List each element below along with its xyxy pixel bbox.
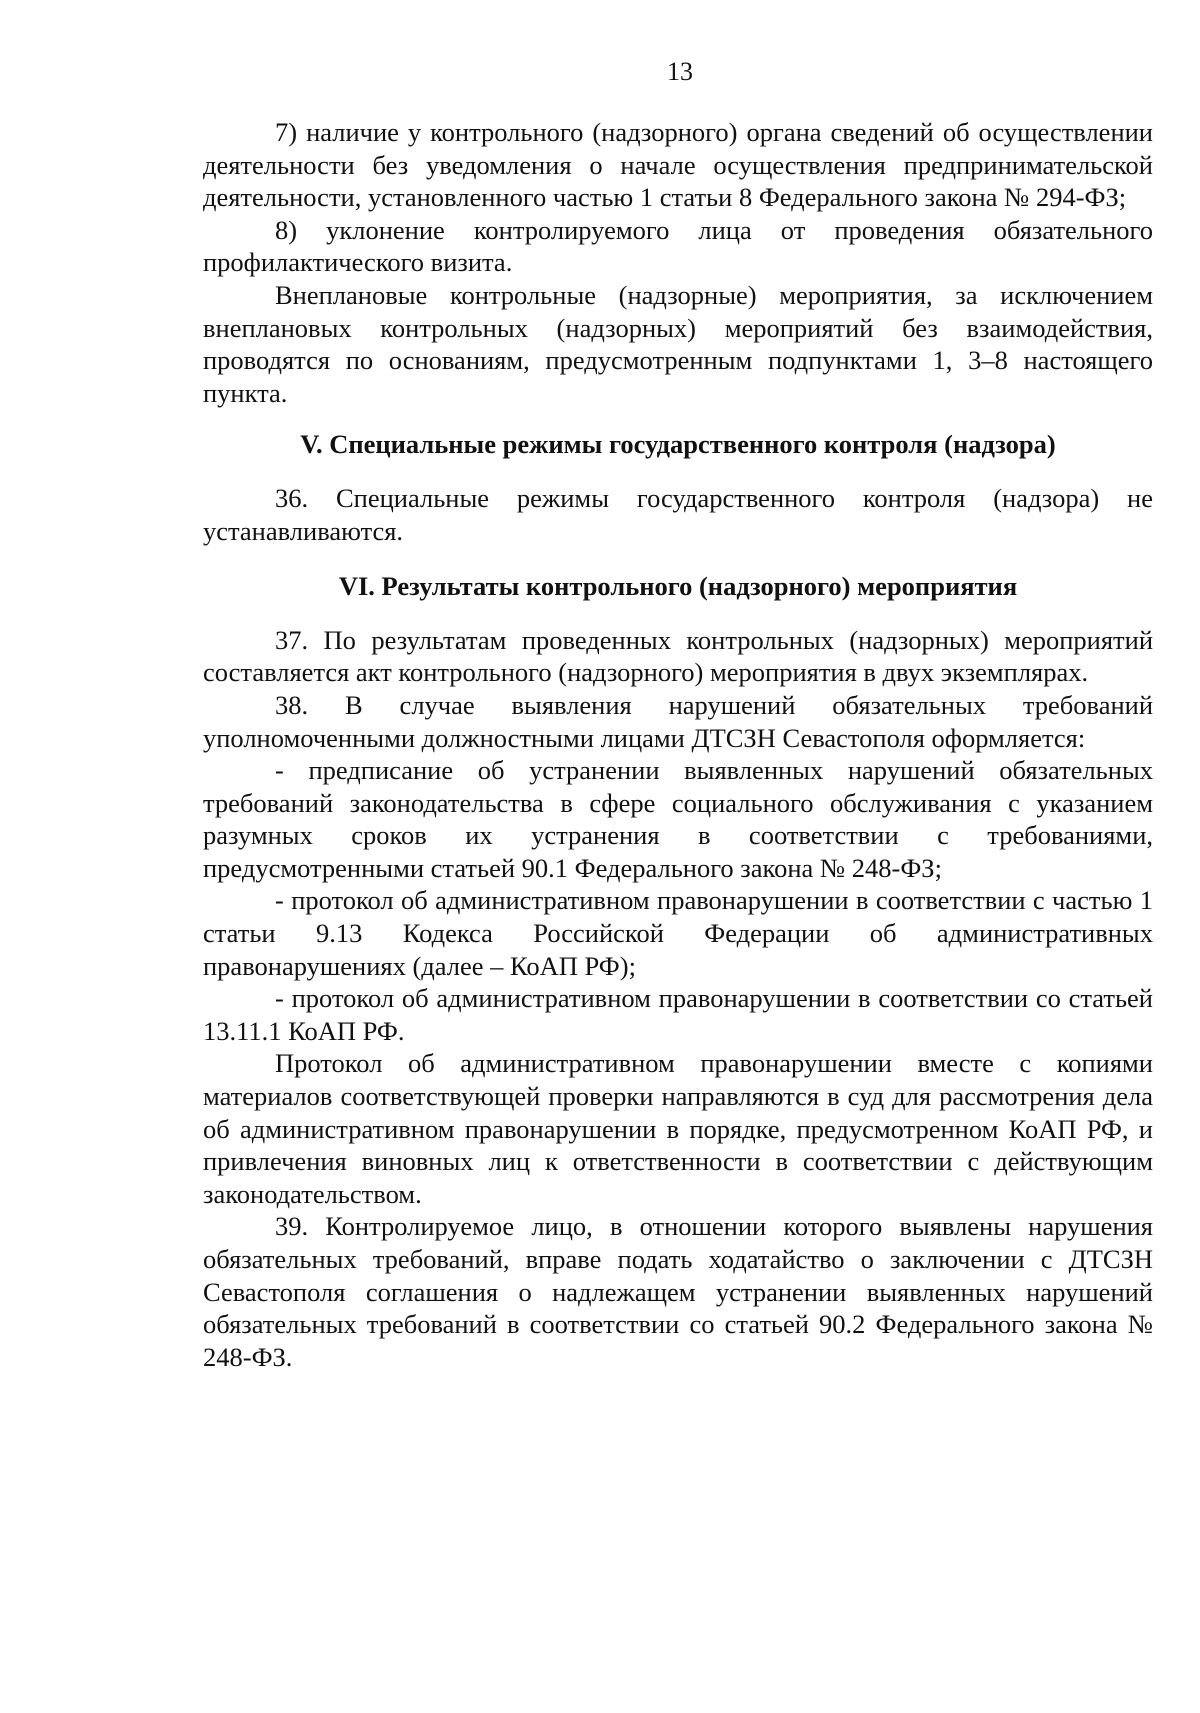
- paragraph-36: 36. Специальные режимы государственного контроля (надзора) не устанавливаются.: [203, 482, 1153, 546]
- list-item-protocol-13-11-1: - протокол об административном правонарушении в соответствии со статьей 13.11.1 КоАП РФ.: [203, 983, 1153, 1046]
- section-v-heading: V. Специальные режимы государственного контроля (надзора): [300, 429, 1056, 460]
- section-vi-heading: VI. Результаты контрольного (надзорного) мероприятия: [338, 571, 1018, 602]
- list-item-protocol-9-13: - протокол об административном правонарушении в соответствии с частью 1 статьи 9.13 Кодекса Российской Федерации об административных правонарушениях (далее – КоАП РФ);: [203, 885, 1153, 981]
- paragraph-item-8: 8) уклонение контролируемого лица от проведения обязательного профилактического визита.: [203, 214, 1153, 278]
- paragraph-38: 38. В случае выявления нарушений обязательных требований уполномоченными должностными лицами ДТСЗН Севастополя оформляется:: [203, 689, 1153, 753]
- paragraph-37: 37. По результатам проведенных контрольных (надзорных) мероприятий составляется акт контрольного (надзорного) мероприятия в двух экземплярах.: [203, 624, 1153, 688]
- document-body: [203, 116, 1153, 1373]
- paragraph-unscheduled-events: Внеплановые контрольные (надзорные) мероприятия, за исключением внеплановых контрольных (надзорных) мероприятий без взаимодействия, проводятся по основаниям, предусмотренным подпунктами 1, 3–8 настоящего пункта.: [203, 279, 1153, 408]
- paragraph-39: 39. Контролируемое лицо, в отношении которого выявлены нарушения обязательных требований, вправе подать ходатайство о заключении с ДТСЗН Севастополя соглашения о надлежащем устранении выявленных нарушений обязательных требований в соответствии со статьей 90.2 Федерального закона № 248-ФЗ.: [203, 1211, 1153, 1372]
- paragraph-item-7: 7) наличие у контрольного (надзорного) органа сведений об осуществлении деятельности без уведомления о начале осуществления предпринимательской деятельности, установленного частью 1 статьи 8 Федерального закона № 294-ФЗ;: [203, 117, 1153, 213]
- page-number: 13: [667, 57, 693, 86]
- list-item-prescription: - предписание об устранении выявленных нарушений обязательных требований законодательства в сфере социального обслуживания с указанием разумных сроков их устранения в соответствии с требованиями, предусмотренными статьей 90.1 Федерального закона № 248-ФЗ;: [203, 755, 1153, 883]
- paragraph-protocol-court: Протокол об административном правонарушении вместе с копиями материалов соответствующей проверки направляются в суд для рассмотрения дела об административном правонарушении в порядке, предусмотренном КоАП РФ, и привлечения виновных лиц к ответственности в соответствии с действующим законодательством.: [203, 1048, 1153, 1209]
